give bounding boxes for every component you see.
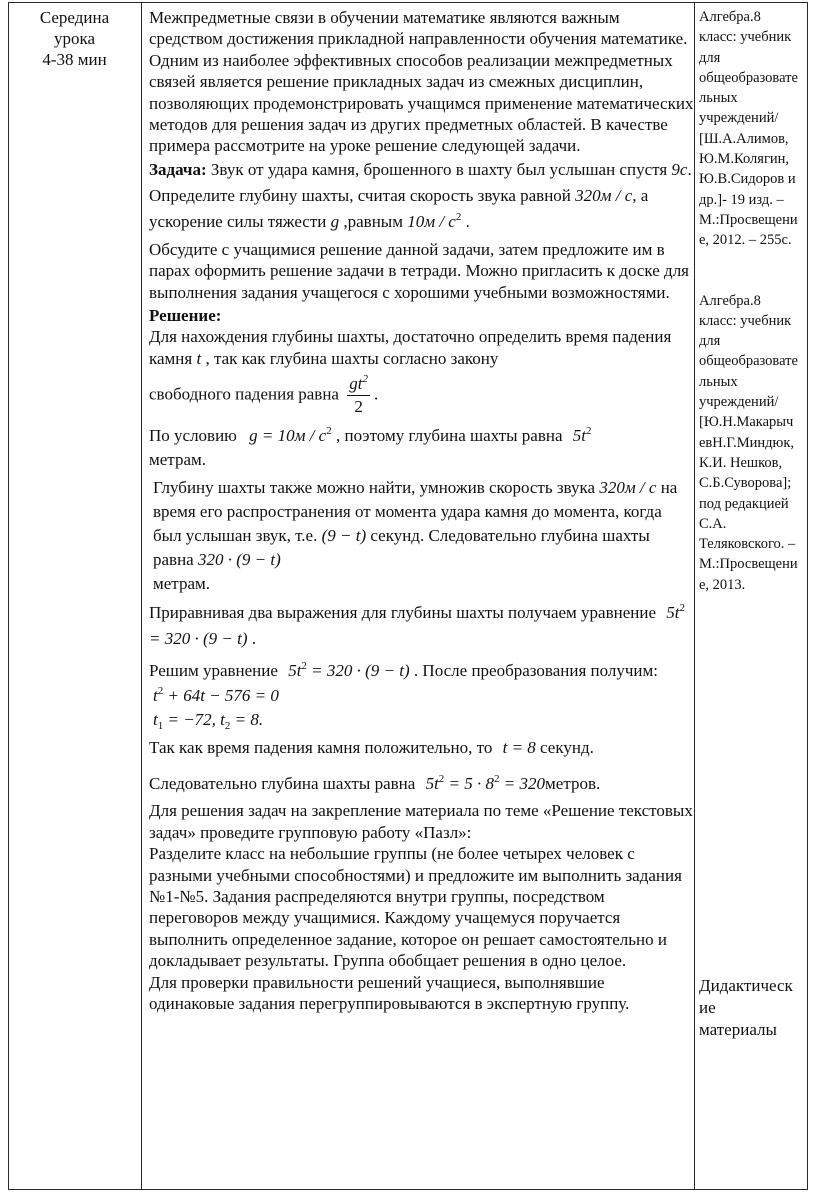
reference-2-line: для bbox=[699, 333, 721, 350]
solution-step-2-text-a: По условию bbox=[149, 426, 237, 446]
task-g-symbol: g bbox=[330, 211, 340, 231]
solution-step-3-text-d: метрам. bbox=[153, 574, 210, 594]
reference-1-line: Ю.М.Колягин, bbox=[699, 151, 790, 168]
solution-free-fall-end: . bbox=[373, 384, 379, 404]
reference-1-line: Ю.В.Сидоров и bbox=[699, 171, 796, 188]
didactic-line: ие bbox=[699, 998, 716, 1017]
reference-2-line: Алгебра.8 bbox=[699, 292, 761, 309]
solution-step-6-text-b: секунд. bbox=[540, 738, 594, 758]
solution-step-5-text-b: . После преобразования получим: bbox=[413, 661, 658, 681]
task-time-value: 9c bbox=[671, 159, 688, 179]
task-text-2: . Определите глубину шахты, считая скорость звука равной bbox=[149, 159, 692, 205]
reference-2-line: [Ю.Н.Макарыч bbox=[699, 414, 794, 431]
solution-step-4-text: Приравнивая два выражения для глубины шахты получаем уравнение bbox=[149, 603, 656, 623]
task-g-value: 10м / с bbox=[407, 211, 456, 231]
final-f1: 5t bbox=[425, 774, 439, 794]
reference-2-line: Теляковского. – bbox=[699, 536, 796, 553]
solution-step-3-text-b: на время его распространения от момента удара камня до момента, когда был услышан звук, т.е. bbox=[153, 478, 678, 546]
root-sub1: 1 bbox=[157, 720, 164, 733]
reference-2-line: общеобразовате bbox=[699, 353, 798, 370]
reference-1-line: е, 2012. – 255с. bbox=[699, 232, 792, 249]
reference-2-line: под редакцией bbox=[699, 495, 789, 512]
solution-interval: (9 − t) bbox=[321, 526, 367, 546]
reference-2-line: евН.Г.Миндюк, bbox=[699, 434, 795, 451]
quadratic-t: t bbox=[153, 686, 158, 706]
solution-step-3-text-a: Глубину шахты также можно найти, умножив скорость звука bbox=[153, 478, 596, 498]
stage-line-1: Середина bbox=[39, 8, 110, 27]
final-e1: 2 bbox=[438, 773, 445, 786]
solution-sound-speed: 320м / с bbox=[599, 478, 657, 498]
equation2-left-exp: 2 bbox=[301, 660, 307, 673]
task-g-exp: 2 bbox=[455, 210, 462, 223]
task-text-1: Звук от удара камня, брошенного в шахту был услышан спустя bbox=[210, 159, 668, 179]
quadratic-rest: + 64t − 576 = 0 bbox=[167, 686, 279, 706]
reference-1-line: класс: учебник bbox=[699, 29, 792, 46]
root-sub2: 2 bbox=[224, 720, 231, 733]
solution-step-3-text-c: секунд. Следовательно глубина шахты равна bbox=[153, 526, 650, 570]
reference-2 bbox=[699, 291, 807, 595]
discuss-paragraph: Обсудите с учащимися решение данной задачи, затем предложите им в парах оформить решение задачи в тетради. Можно пригласить к доске для выполнения задания учащегося с хорошими учебными возможностями. bbox=[149, 239, 689, 302]
didactic-line: материалы bbox=[699, 1020, 777, 1039]
task-paragraph bbox=[149, 157, 694, 235]
stage-cell bbox=[9, 7, 140, 70]
reference-2-line: учреждений/ bbox=[699, 394, 779, 411]
group-work-paragraph-1: Для решения задач на закрепление материала по теме «Решение текстовых задач» проведите групповую работу «Пазл»: bbox=[149, 801, 693, 842]
root-end: = 8. bbox=[234, 710, 264, 730]
reference-2-line: К.И. Нешков, bbox=[699, 454, 783, 471]
free-fall-fraction bbox=[347, 373, 370, 418]
root-t1: t bbox=[153, 710, 158, 730]
references-cell bbox=[699, 7, 807, 1039]
root-mid: = −72, t bbox=[167, 710, 225, 730]
solution-step-5-text-a: Решим уравнение bbox=[149, 661, 278, 681]
reference-1-line: общеобразовате bbox=[699, 69, 798, 86]
task-speed: 320м / с bbox=[575, 185, 633, 205]
fraction-numerator: gt bbox=[349, 374, 363, 394]
solution-step-4 bbox=[149, 600, 694, 652]
solution-step-6 bbox=[149, 736, 694, 760]
fraction-denominator: 2 bbox=[354, 397, 363, 417]
stage-time: 4-38 мин bbox=[42, 50, 107, 69]
reference-2-line: льных bbox=[699, 373, 738, 390]
solution-free-fall bbox=[149, 373, 694, 418]
solution-step-5 bbox=[149, 658, 694, 684]
final-f3: = 320 bbox=[503, 774, 546, 794]
intro-paragraph-2: Одним из наиболее эффективных способов реализации межпредметных связей является решение прикладных задач из смежных дисциплин, позволяющих продемонстрировать учащимся применение математических методов для решения задач из других предметных областей. В качестве примера рассмотрите на уроке решение следующей задачи. bbox=[149, 50, 694, 156]
reference-1 bbox=[699, 7, 807, 251]
task-label: Задача: bbox=[149, 159, 207, 179]
reference-2-line: М.:Просвещени bbox=[699, 556, 798, 573]
solution-step-1-text-a: Для нахождения глубины шахты, достаточно определить время падения камня bbox=[149, 327, 672, 368]
equation-left-exp: 2 bbox=[679, 602, 685, 615]
lesson-table bbox=[8, 2, 808, 1190]
quadratic-exp: 2 bbox=[157, 685, 164, 698]
group-work-paragraph-2: Разделите класс на небольшие группы (не более четырех человек с разными учебными способностями) и предложите им выполнить задания №1-№5. Задания распределяются внутри группы, посредством переговоров между учащимися. Каждому учащемуся поручается выполнить определенное задание, которое он решает самостоятельно и докладывает результаты. Группа обобщает решения в одно целое. bbox=[149, 844, 682, 971]
solution-label: Решение: bbox=[149, 306, 222, 326]
solution-step-2 bbox=[149, 424, 694, 472]
reference-1-line: М.:Просвещени bbox=[699, 211, 798, 228]
column-divider-2 bbox=[694, 3, 695, 1189]
reference-2-line: е, 2013. bbox=[699, 576, 746, 593]
reference-1-line: льных bbox=[699, 90, 738, 107]
quadratic-equation bbox=[149, 684, 694, 708]
reference-2-line: класс: учебник bbox=[699, 312, 792, 329]
column-divider-1 bbox=[141, 3, 142, 1189]
didactic-line: Дидактическ bbox=[699, 976, 793, 995]
solution-step-1 bbox=[149, 326, 694, 369]
solution-t-value: t = 8 bbox=[502, 738, 536, 758]
solution-step-3 bbox=[149, 476, 694, 596]
intro-paragraph-1: Межпредметные связи в обучении математике являются важным средством достижения прикладной направленности обучения математике. bbox=[149, 8, 688, 49]
solution-g-formula: g = 10м / с bbox=[249, 426, 327, 446]
solution-free-fall-text: свободного падения равна bbox=[149, 384, 339, 404]
reference-1-line: [Ш.А.Алимов, bbox=[699, 130, 789, 147]
solution-step-2-text-b: , поэтому глубина шахты равна bbox=[335, 426, 563, 446]
solution-depth-formula: 5t bbox=[572, 426, 586, 446]
roots-line bbox=[149, 708, 694, 732]
reference-1-line: учреждений/ bbox=[699, 110, 779, 127]
task-text-5: . bbox=[465, 211, 470, 231]
solution-step-2-text-c: метрам. bbox=[149, 450, 206, 470]
task-text-3: , а ускорение силы тяжести bbox=[149, 185, 649, 231]
reference-1-line: др.]- 19 изд. – bbox=[699, 191, 784, 208]
fraction-numerator-exp: 2 bbox=[362, 373, 368, 386]
equation-left: 5t bbox=[666, 603, 680, 623]
equation2-right: = 320 · (9 − t) bbox=[311, 661, 410, 681]
solution-step-7-end: метров. bbox=[545, 774, 601, 794]
equation2-left: 5t bbox=[288, 661, 302, 681]
solution-depth-expression: 320 · (9 − t) bbox=[197, 550, 281, 570]
reference-2-line: С.Б.Суворова]; bbox=[699, 475, 792, 492]
didactic-materials bbox=[699, 975, 793, 1041]
reference-1-line: Алгебра.8 bbox=[699, 9, 761, 25]
solution-step-4-end: . bbox=[251, 629, 256, 649]
task-text-4: ,равным bbox=[343, 211, 403, 231]
solution-g-formula-exp: 2 bbox=[326, 425, 332, 438]
solution-step-7 bbox=[149, 772, 694, 796]
content-cell bbox=[149, 7, 694, 1014]
reference-2-line: С.А. bbox=[699, 515, 727, 532]
stage-line-2: урока bbox=[53, 29, 96, 48]
equation-right: = 320 · (9 − t) bbox=[149, 629, 248, 649]
final-f2: = 5 · 8 bbox=[448, 774, 495, 794]
solution-depth-exp: 2 bbox=[586, 425, 592, 438]
solution-step-1-text-b: , так как глубина шахты согласно закону bbox=[205, 348, 499, 368]
final-e2: 2 bbox=[494, 773, 500, 786]
solution-step-7-text: Следовательно глубина шахты равна bbox=[149, 774, 416, 794]
reference-1-line: для bbox=[699, 49, 721, 66]
solution-t-symbol: t bbox=[196, 348, 202, 368]
solution-step-6-text-a: Так как время падения камня положительно, то bbox=[149, 738, 493, 758]
group-work-paragraph-3: Для проверки правильности решений учащиеся, выполнявшие одинаковые задания перегруппировываются в экспертную группу. bbox=[149, 972, 630, 1013]
